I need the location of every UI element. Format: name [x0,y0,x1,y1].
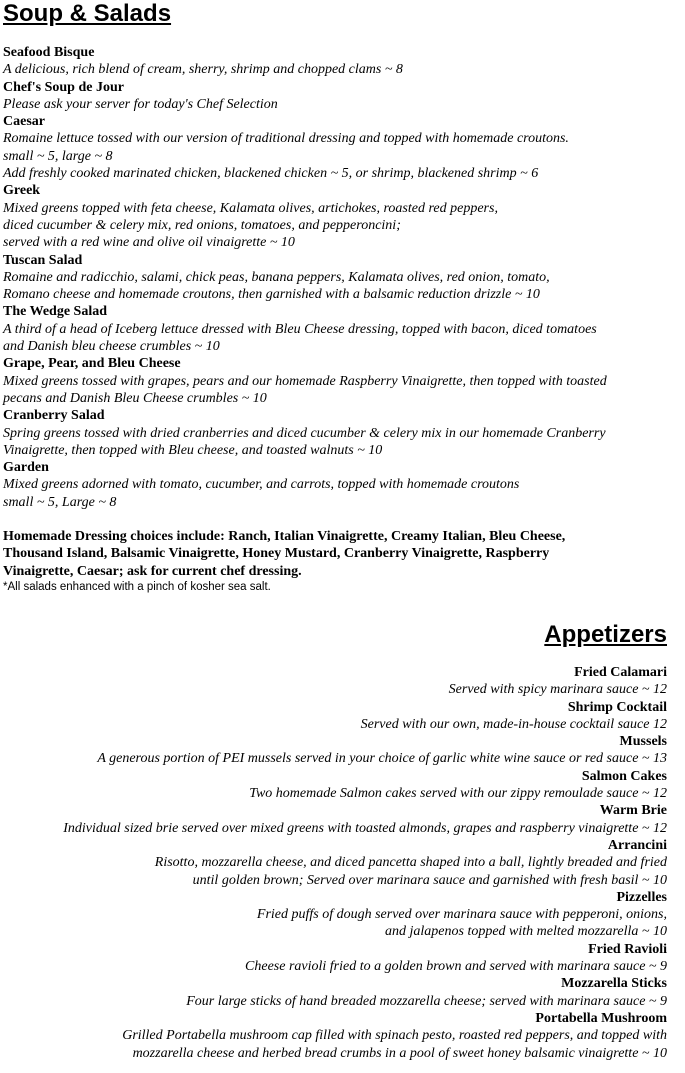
menu-item-name: Shrimp Cocktail [567,699,667,715]
menu-item-name: Caesar [3,114,45,130]
menu-item-description: Fried puffs of dough served over marinara sauce with pepperoni, onions, [256,907,667,923]
menu-item-name: Pizzelles [616,889,667,905]
soup-salads-list [3,44,683,511]
menu-item-description: Grilled Portabella mushroom cap filled with spinach pesto, roasted red peppers, and topped with [122,1028,667,1044]
menu-item-description: Romaine and radicchio, salami, chick peas, banana peppers, Kalamata olives, red onion, tomato, [3,269,550,285]
menu-item [3,113,683,182]
menu-item [2,837,667,889]
menu-item-description: small ~ 5, Large ~ 8 [3,494,117,510]
menu-item-description: served with a red wine and olive oil vinaigrette ~ 10 [3,235,295,251]
menu-item-description: Mixed greens topped with feta cheese, Kalamata olives, artichokes, roasted red peppers, [3,200,498,216]
menu-item-description: Risotto, mozzarella cheese, and diced pancetta shaped into a ball, lightly breaded and fried [154,855,667,871]
menu-item [2,664,667,699]
menu-item-description: pecans and Danish Bleu Cheese crumbles ~ 10 [3,390,267,406]
menu-item-description: and jalapenos topped with melted mozzarella ~ 10 [385,924,667,940]
appetizers-title: Appetizers [544,621,667,648]
menu-item-description: Four large sticks of hand breaded mozzarella cheese; served with marinara sauce ~ 9 [186,993,667,1009]
menu-item [2,975,667,1010]
menu-item [3,79,683,114]
menu-item-description: Mixed greens adorned with tomato, cucumber, and carrots, topped with homemade croutons [3,477,520,493]
dressing-line: Homemade Dressing choices include: Ranch, Italian Vinaigrette, Creamy Italian, Bleu Cheese, [3,529,566,545]
dressing-line: Vinaigrette, Caesar; ask for current chef dressing. [3,563,302,579]
menu-item-description: and Danish bleu cheese crumbles ~ 10 [3,339,220,355]
menu-item [2,699,667,734]
menu-item [3,407,683,459]
menu-item-name: Mussels [619,734,667,750]
menu-item-description: A third of a head of Iceberg lettuce dressed with Bleu Cheese dressing, topped with bacon, diced tomatoes [3,321,597,337]
menu-item [3,182,683,251]
menu-item-description: A generous portion of PEI mussels served in your choice of garlic white wine sauce or red sauce ~ 13 [97,751,667,767]
menu-item-name: Garden [3,460,49,476]
menu-item [3,303,683,355]
menu-item-name: The Wedge Salad [3,304,107,320]
menu-item-name: Chef's Soup de Jour [3,79,124,95]
menu-item-name: Salmon Cakes [581,768,667,784]
salt-note: *All salads enhanced with a pinch of kosher sea salt. [3,580,271,593]
menu-item [3,459,683,511]
menu-item-name: Grape, Pear, and Bleu Cheese [3,356,181,372]
menu-item-name: Cranberry Salad [3,408,105,424]
dressing-choices [3,528,683,580]
menu-item-description: A delicious, rich blend of cream, sherry, shrimp and chopped clams ~ 8 [3,62,403,78]
menu-item [2,733,667,768]
menu-item-description: Romano cheese and homemade croutons, then garnished with a balsamic reduction drizzle ~ 10 [3,287,540,303]
menu-item-description: Two homemade Salmon cakes served with our zippy remoulade sauce ~ 12 [249,786,667,802]
menu-item-description: Mixed greens tossed with grapes, pears and our homemade Raspberry Vinaigrette, then topped with toasted [3,373,607,389]
appetizers-list [2,664,667,1062]
menu-item [2,1010,667,1062]
menu-item-description: Add freshly cooked marinated chicken, blackened chicken ~ 5, or shrimp, blackened shrimp ~ 6 [3,166,539,182]
menu-item [3,252,683,304]
menu-item [2,941,667,976]
menu-item-description: diced cucumber & celery mix, red onions, tomatoes, and pepperoncini; [3,217,401,233]
menu-item-description: Individual sized brie served over mixed greens with toasted almonds, grapes and raspberry vinaigrette ~ 12 [63,820,667,836]
menu-item-name: Arrancini [607,837,667,853]
appetizers-section [2,620,667,1062]
dressing-line: Thousand Island, Balsamic Vinaigrette, Honey Mustard, Cranberry Vinaigrette, Raspberry [3,546,550,562]
menu-item-name: Mozzarella Sticks [561,976,667,992]
menu-item-name: Fried Ravioli [588,941,667,957]
menu-item-name: Seafood Bisque [3,45,95,60]
menu-item-name: Portabella Mushroom [535,1010,667,1026]
menu-item-description: Cheese ravioli fried to a golden brown and served with marinara sauce ~ 9 [245,959,667,975]
menu-item-description: Served with our own, made-in-house cocktail sauce 12 [360,716,667,732]
menu-item [2,889,667,941]
menu-item-name: Warm Brie [599,803,667,819]
soup-salads-section [3,0,683,594]
menu-item-description: Please ask your server for today's Chef Selection [3,96,278,112]
menu-item-name: Greek [3,183,41,199]
menu-item [2,768,667,803]
menu-item [2,802,667,837]
menu-item [3,44,683,79]
menu-item-description: Vinaigrette, then topped with Bleu cheese, and toasted walnuts ~ 10 [3,442,383,458]
menu-item [3,355,683,407]
menu-item-name: Tuscan Salad [3,252,83,268]
menu-item-name: Fried Calamari [574,665,667,680]
menu-item-description: mozzarella cheese and herbed bread crumbs in a pool of sweet honey balsamic vinaigrette ~ 10 [132,1045,667,1061]
menu-item-description: small ~ 5, large ~ 8 [3,148,113,164]
menu-item-description: Spring greens tossed with dried cranberries and diced cucumber & celery mix in our homemade Cranberry [3,425,606,441]
menu-item-description: Romaine lettuce tossed with our version of traditional dressing and topped with homemade croutons. [3,131,569,147]
menu-item-description: Served with spicy marinara sauce ~ 12 [448,682,667,698]
menu-item-description: until golden brown; Served over marinara sauce and garnished with fresh basil ~ 10 [192,872,667,888]
soup-salads-title: Soup & Salads [3,0,172,27]
